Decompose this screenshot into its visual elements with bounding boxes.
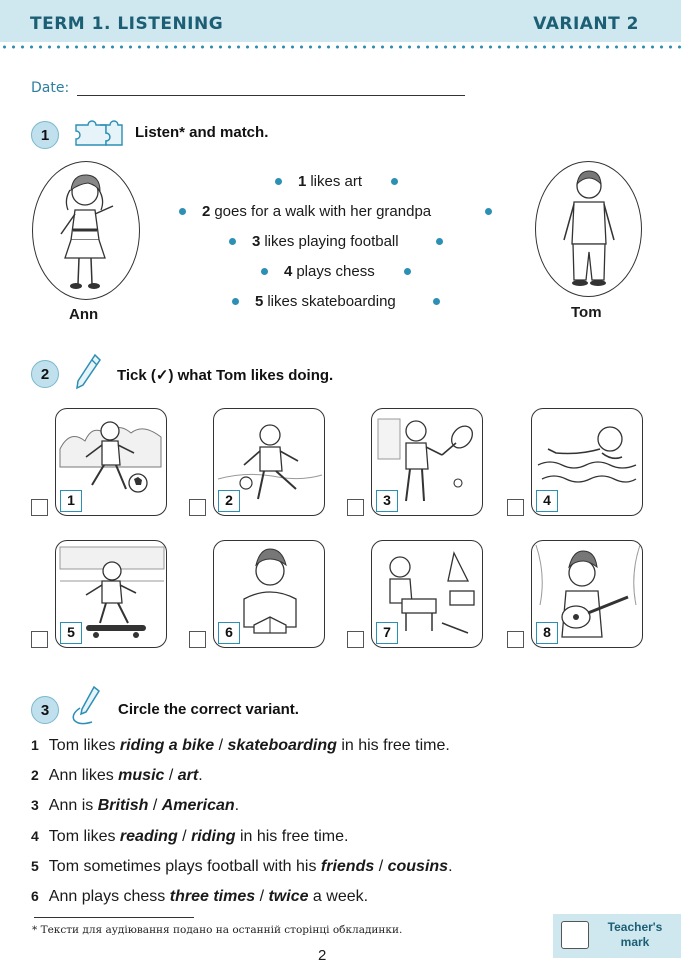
match-dot-left[interactable] bbox=[179, 208, 186, 215]
option-a[interactable]: reading bbox=[119, 828, 178, 845]
teacher-mark-field[interactable] bbox=[561, 921, 589, 949]
match-dot-right[interactable] bbox=[436, 238, 443, 245]
option-b[interactable]: cousins bbox=[387, 858, 449, 875]
tick-box-8[interactable] bbox=[507, 631, 524, 648]
tom-portrait bbox=[535, 161, 642, 297]
picture-football bbox=[55, 408, 167, 516]
option-a[interactable]: riding a bike bbox=[119, 737, 215, 754]
tick-box-7[interactable] bbox=[347, 631, 364, 648]
option-b[interactable]: skateboarding bbox=[227, 737, 337, 754]
match-item: 5 likes skateboarding bbox=[255, 293, 396, 310]
match-dot-right[interactable] bbox=[404, 268, 411, 275]
match-item: 2 goes for a walk with her grandpa bbox=[202, 203, 432, 220]
footnote: * Тексти для аудіювання подано на останній сторінці обкладинки. bbox=[32, 924, 403, 936]
puzzle-icon bbox=[73, 119, 125, 147]
option-a[interactable]: British bbox=[97, 797, 149, 814]
match-dot-left[interactable] bbox=[261, 268, 268, 275]
task1-title: Listen* and match. bbox=[135, 124, 269, 141]
match-dot-left[interactable] bbox=[232, 298, 239, 305]
header-variant: VARIANT 2 bbox=[533, 14, 639, 34]
tick-box-2[interactable] bbox=[189, 499, 206, 516]
picture-swimming bbox=[531, 408, 643, 516]
option-b[interactable]: art bbox=[177, 767, 199, 784]
match-item: 4 plays chess bbox=[284, 263, 375, 280]
picture-guitar bbox=[531, 540, 643, 648]
tick-box-4[interactable] bbox=[507, 499, 524, 516]
dotted-divider bbox=[0, 44, 681, 50]
date-label: Date: bbox=[31, 80, 70, 96]
sentence-2: 2 Ann likes music / art. bbox=[31, 767, 203, 784]
task3-number: 3 bbox=[31, 696, 59, 724]
pencil-icon bbox=[73, 352, 103, 392]
option-b[interactable]: American bbox=[161, 797, 235, 814]
picture-number: 1 bbox=[60, 490, 82, 512]
tick-box-6[interactable] bbox=[189, 631, 206, 648]
match-dot-right[interactable] bbox=[433, 298, 440, 305]
date-input-line[interactable] bbox=[77, 95, 465, 96]
picture-number: 5 bbox=[60, 622, 82, 644]
task3-title: Circle the correct variant. bbox=[118, 701, 299, 718]
task2-number: 2 bbox=[31, 360, 59, 388]
picture-number: 7 bbox=[376, 622, 398, 644]
picture-skateboarding bbox=[55, 540, 167, 648]
page-header bbox=[0, 0, 681, 42]
tom-name: Tom bbox=[571, 304, 602, 321]
match-dot-left[interactable] bbox=[229, 238, 236, 245]
header-title: TERM 1. LISTENING bbox=[30, 14, 224, 34]
tick-box-5[interactable] bbox=[31, 631, 48, 648]
sentence-5: 5 Tom sometimes plays football with his friends / cousins. bbox=[31, 858, 453, 875]
option-b[interactable]: twice bbox=[268, 888, 309, 905]
picture-number: 4 bbox=[536, 490, 558, 512]
ann-name: Ann bbox=[69, 306, 99, 323]
sentence-6: 6 Ann plays chess three times / twice a week. bbox=[31, 888, 369, 905]
picture-reading bbox=[213, 540, 325, 648]
option-a[interactable]: three times bbox=[169, 888, 256, 905]
picture-tennis bbox=[371, 408, 483, 516]
option-b[interactable]: riding bbox=[191, 828, 236, 845]
task2-title: Tick (✓) what Tom likes doing. bbox=[117, 367, 334, 384]
pen-circle-icon bbox=[70, 684, 106, 726]
boy-illustration bbox=[536, 162, 642, 297]
ann-portrait bbox=[32, 161, 140, 300]
sentence-3: 3 Ann is British / American. bbox=[31, 797, 240, 814]
teacher-mark-box bbox=[553, 914, 681, 958]
picture-number: 2 bbox=[218, 490, 240, 512]
option-a[interactable]: friends bbox=[320, 858, 375, 875]
picture-number: 3 bbox=[376, 490, 398, 512]
footnote-divider bbox=[34, 917, 194, 918]
teacher-mark-label: Teacher's mark bbox=[607, 920, 663, 949]
picture-woodwork bbox=[371, 540, 483, 648]
sentence-1: 1 Tom likes riding a bike / skateboarding in his free time. bbox=[31, 737, 450, 754]
option-a[interactable]: music bbox=[118, 767, 165, 784]
match-item: 1 likes art bbox=[298, 173, 363, 190]
picture-playing-ball bbox=[213, 408, 325, 516]
match-dot-right[interactable] bbox=[485, 208, 492, 215]
sentence-4: 4 Tom likes reading / riding in his free time. bbox=[31, 828, 349, 845]
match-dot-left[interactable] bbox=[275, 178, 282, 185]
task1-number: 1 bbox=[31, 121, 59, 149]
girl-illustration bbox=[33, 162, 140, 300]
picture-number: 6 bbox=[218, 622, 240, 644]
tick-box-3[interactable] bbox=[347, 499, 364, 516]
tick-box-1[interactable] bbox=[31, 499, 48, 516]
picture-number: 8 bbox=[536, 622, 558, 644]
page-number: 2 bbox=[318, 947, 327, 964]
match-item: 3 likes playing football bbox=[252, 233, 399, 250]
match-dot-right[interactable] bbox=[391, 178, 398, 185]
